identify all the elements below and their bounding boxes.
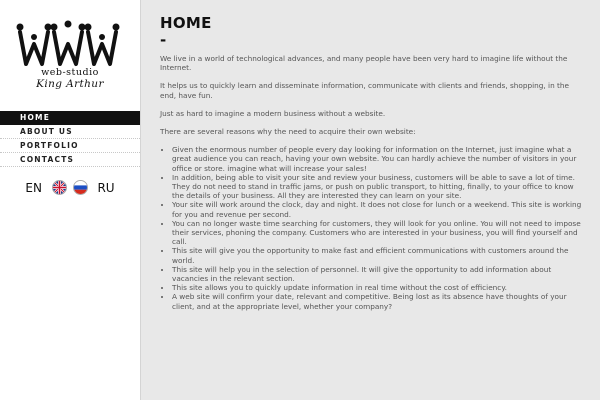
nav-item-home[interactable]: HOME <box>0 111 140 125</box>
lang-en-link[interactable]: EN <box>25 180 42 195</box>
title-separator: - <box>160 31 167 49</box>
nav-item-contacts[interactable]: CONTACTS <box>0 153 140 167</box>
logo-subtitle: web-studio <box>41 67 99 78</box>
main-content <box>160 14 585 311</box>
language-switcher <box>0 180 140 195</box>
list-item: • This site will give you the opportunity to make fast and efficient communications with customers around the world. <box>172 246 585 264</box>
page-title: HOME <box>160 14 212 32</box>
list-item: • This site will help you in the selection of personnel. It will give the opportunity to add information about vacancies in the relevant section. <box>172 265 585 283</box>
list-item: • You can no longer waste time searching for customers, they will look for you online. You will not need to impose their services, phoning the company. Customers who are interested in your business, you will find yourself and call. <box>172 219 585 247</box>
intro-paragraph: There are several reasons why the need to acquire their own website: <box>160 127 416 137</box>
uk-flag-icon[interactable] <box>52 180 67 195</box>
lang-ru-link[interactable]: RU <box>97 180 115 195</box>
russia-flag-icon[interactable] <box>73 180 88 195</box>
intro-paragraph: It helps us to quickly learn and disseminate information, communicate with clients and friends, shopping, in the end, have fun. <box>160 81 569 100</box>
list-item: • Your site will work around the clock, day and night. It does not close for lunch or a weekend. This site is working for you and revenue per second. <box>172 200 585 218</box>
main-nav <box>0 111 140 167</box>
list-item: • This site allows you to quickly update information in real time without the cost of efficiency. <box>172 283 585 292</box>
intro-paragraph: We live in a world of technological advances, and many people have been very hard to imagine life without the Internet. <box>160 54 568 73</box>
nav-item-about-us[interactable]: ABOUT US <box>0 125 140 139</box>
logo[interactable] <box>12 20 128 100</box>
list-item: • Given the enormous number of people every day looking for information on the Internet, just imagine what a great audience you can reach, having your own website. You can hardly achieve the number of visitors in your office or store. imagine what will increase your sales! <box>172 145 585 173</box>
list-item: • In addition, being able to visit your site and review your business, customers will be able to save a lot of time. They do not need to stand in traffic jams, or push on public transport, to hitting, finally, to your office to know the details of your business. All they are interested they can learn on your site. <box>172 173 585 201</box>
intro-paragraph: Just as hard to imagine a modern business without a website. <box>160 108 386 118</box>
crown-logo-icon <box>12 20 128 68</box>
sidebar <box>0 0 141 400</box>
nav-item-portfolio[interactable]: PORTFOLIO <box>0 139 140 153</box>
logo-name: King Arthur <box>36 78 104 90</box>
reasons-list <box>160 145 585 311</box>
list-item: • A web site will confirm your date, relevant and competitive. Being lost as its absence have thoughts of your client, and at the appropriate level, whether your company? <box>172 292 585 310</box>
